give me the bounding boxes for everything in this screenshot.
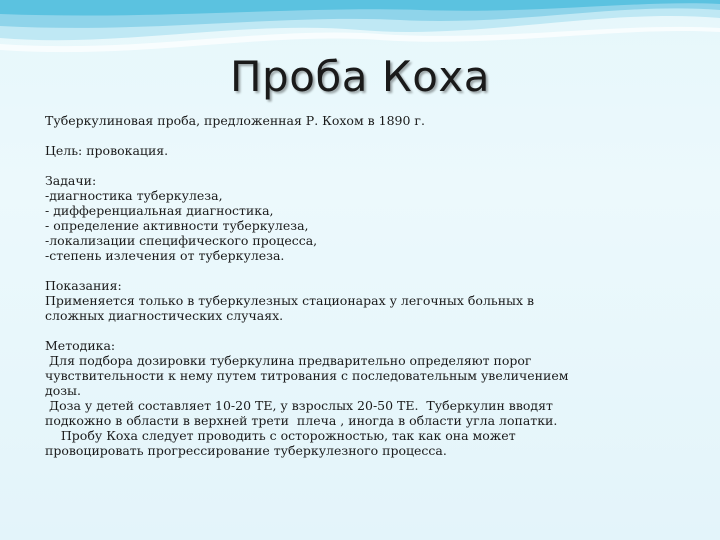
tasks-heading: Задачи:: [45, 173, 97, 188]
task-item: - дифференциальная диагностика,: [45, 203, 274, 218]
method-line: Для подбора дозировки туберкулина предварительно определяют порог: [45, 353, 532, 368]
method-line: чувствительности к нему путем титрования с последовательным увеличением: [45, 368, 569, 383]
method-line: подкожно в области в верхней трети плеча , иногда в области угла лопатки.: [45, 413, 558, 428]
intro-text: Туберкулиновая проба, предложенная Р. Кохом в 1890 г.: [45, 113, 425, 128]
method-line: дозы.: [45, 383, 81, 398]
indications-section: [45, 278, 685, 323]
method-line: Доза у детей составляет 10-20 ТЕ, у взрослых 20-50 ТЕ. Туберкулин вводят: [45, 398, 553, 413]
indications-line: сложных диагностических случаях.: [45, 308, 284, 323]
indications-line: Применяется только в туберкулезных стационарах у легочных больных в: [45, 293, 535, 308]
tasks-section: [45, 173, 685, 263]
method-line: Пробу Коха следует проводить с осторожностью, так как она может: [45, 428, 516, 443]
task-item: -локализации специфического процесса,: [45, 233, 318, 248]
task-item: -диагностика туберкулеза,: [45, 188, 223, 203]
slide-title: Проба Коха: [229, 52, 491, 101]
goal-text: Цель: провокация.: [45, 143, 169, 158]
method-section: [45, 338, 685, 458]
task-item: - определение активности туберкулеза,: [45, 218, 309, 233]
slide-body: [45, 113, 685, 473]
method-heading: Методика:: [45, 338, 116, 353]
indications-heading: Показания:: [45, 278, 122, 293]
task-item: -степень излечения от туберкулеза.: [45, 248, 285, 263]
method-line: провоцировать прогрессирование туберкулезного процесса.: [45, 443, 447, 458]
